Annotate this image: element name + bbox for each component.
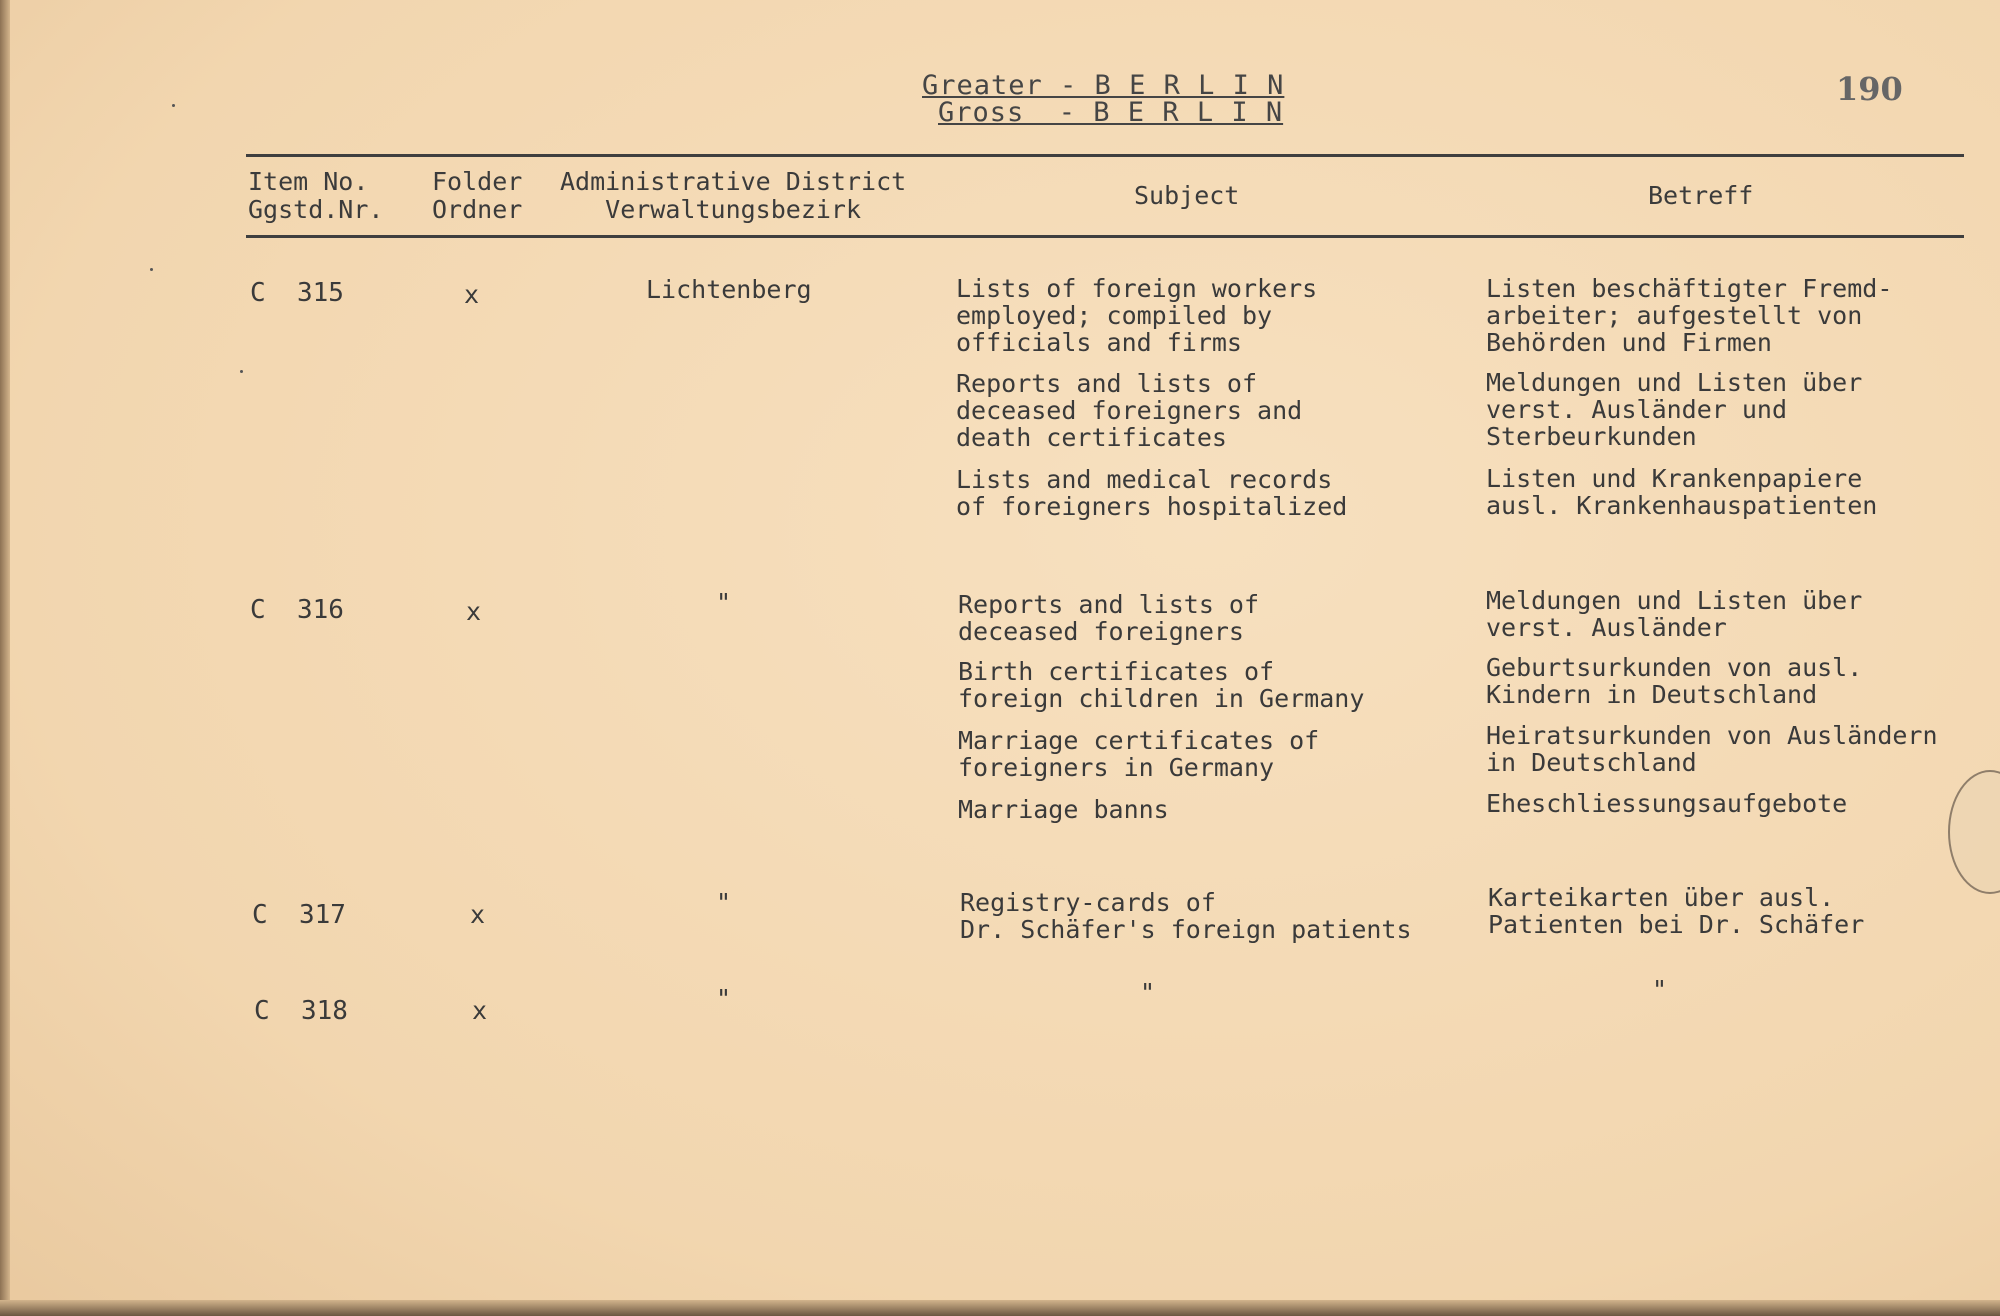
betreff-entry: Eheschliessungsaufgebote — [1486, 789, 1848, 818]
ditto-mark: " — [716, 984, 732, 1013]
document-title — [922, 72, 1284, 126]
item-number — [250, 595, 344, 625]
item-prefix: C — [252, 900, 268, 930]
item-number — [254, 996, 348, 1026]
folder-mark: x — [470, 900, 486, 929]
subject-entry: Birth certificates of foreign children in Germany — [958, 657, 1365, 713]
column-header-item: Item No. Ggstd.Nr. — [248, 167, 384, 224]
subject-entry: Lists and medical records of foreigners hospitalized — [956, 465, 1348, 521]
column-header-folder: Folder Ordner — [432, 167, 523, 224]
item-prefix: C — [250, 595, 266, 625]
subject-entry: Lists of foreign workers employed; compiled by officials and firms — [956, 274, 1318, 357]
subject-entry: Registry-cards of Dr. Schäfer's foreign patients — [960, 888, 1412, 944]
betreff-entry: Heiratsurkunden von Ausländern in Deutschland — [1486, 721, 1938, 777]
page-number: 190 — [1836, 70, 1903, 108]
page-bottom-edge — [0, 1300, 2000, 1316]
betreff-entry: Karteikarten über ausl. Patienten bei Dr. Schäfer — [1488, 883, 1865, 939]
folder-mark: x — [472, 996, 488, 1025]
subject-entry: Marriage banns — [958, 795, 1169, 824]
subject-entry: Reports and lists of deceased foreigners and death certificates — [956, 369, 1303, 452]
folder-mark: x — [466, 597, 482, 626]
paper-speck — [240, 370, 243, 373]
column-header-district: Administrative District Verwaltungsbezirk — [560, 167, 907, 224]
ditto-mark: " — [1140, 978, 1156, 1007]
title-english: Greater - B E R L I N — [922, 70, 1285, 101]
header-bottom-rule — [246, 235, 1964, 238]
ditto-mark: " — [716, 588, 732, 617]
item-digits: 318 — [300, 996, 348, 1026]
header-top-rule — [246, 154, 1964, 157]
column-header-betreff: Betreff — [1648, 181, 1754, 210]
paper-clip — [1948, 770, 2000, 894]
subject-entry: Marriage certificates of foreigners in Germany — [958, 726, 1320, 782]
item-digits: 315 — [296, 278, 344, 308]
subject-entry: Reports and lists of deceased foreigners — [958, 590, 1260, 646]
district-name: Lichtenberg — [646, 275, 812, 304]
item-prefix: C — [250, 278, 266, 308]
ditto-mark: " — [1652, 975, 1668, 1004]
page-left-edge — [0, 0, 10, 1316]
betreff-entry: Listen und Krankenpapiere ausl. Krankenhauspatienten — [1486, 464, 1878, 520]
item-digits: 316 — [296, 595, 344, 625]
betreff-entry: Listen beschäftigter Fremd- arbeiter; aufgestellt von Behörden und Firmen — [1486, 274, 1893, 357]
paper-speck — [150, 268, 153, 271]
title-german: Gross - B E R L I N — [938, 97, 1284, 128]
betreff-entry: Meldungen und Listen über verst. Ausländer — [1486, 586, 1863, 642]
item-number — [250, 278, 344, 308]
column-header-subject: Subject — [1134, 181, 1240, 210]
paper-speck — [172, 104, 175, 107]
betreff-entry: Geburtsurkunden von ausl. Kindern in Deutschland — [1486, 653, 1863, 709]
item-prefix: C — [254, 996, 270, 1026]
betreff-entry: Meldungen und Listen über verst. Ausländer und Sterbeurkunden — [1486, 368, 1863, 451]
folder-mark: x — [464, 280, 480, 309]
ditto-mark: " — [716, 888, 732, 917]
item-digits: 317 — [298, 900, 346, 930]
item-number — [252, 900, 346, 930]
